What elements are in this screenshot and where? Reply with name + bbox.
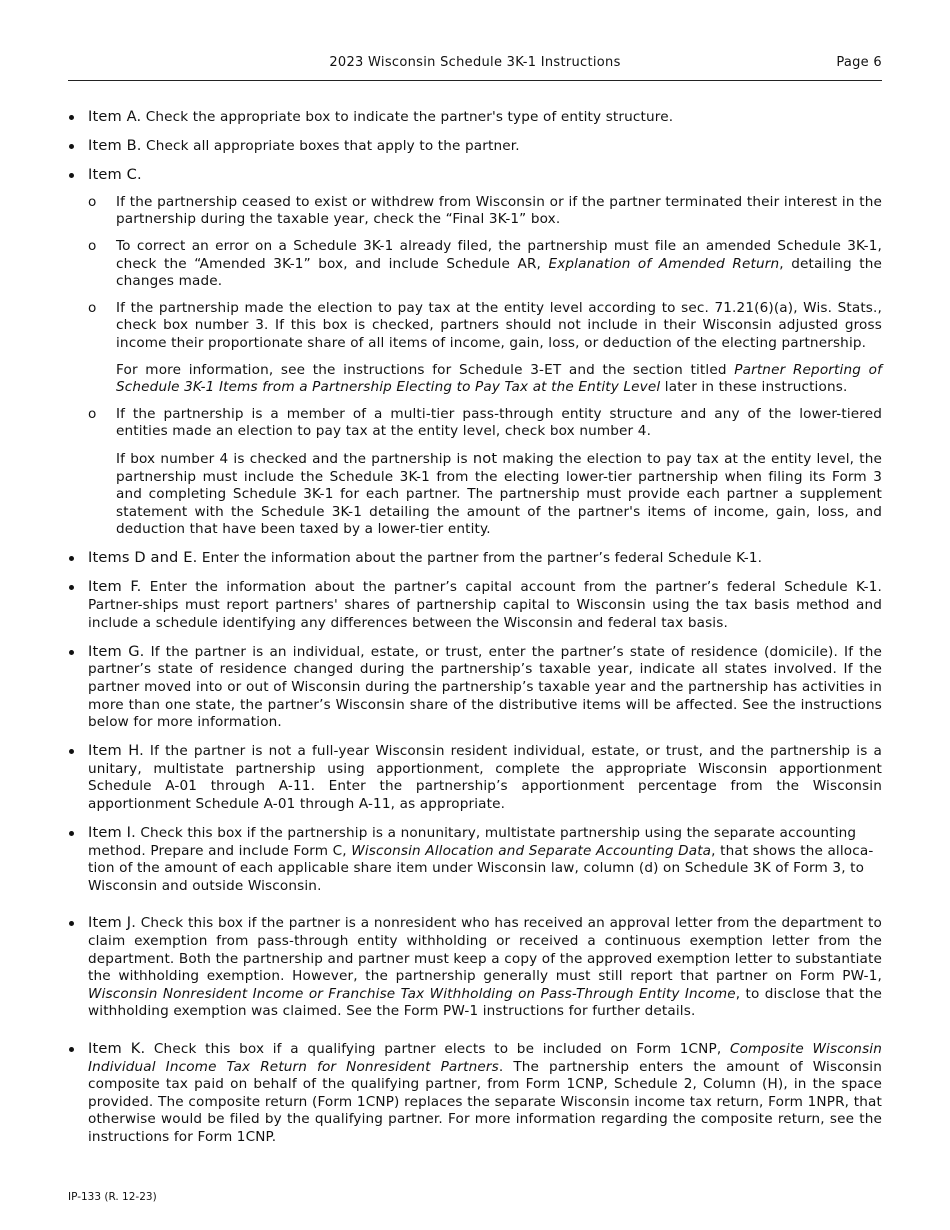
- item-i-text: Check this box if the partnership is a nonunitary, multistate partnership using the separate accounting method. Prepare and include Form C,: [88, 825, 857, 859]
- item-j-label: Item J.: [88, 914, 137, 932]
- item-c-amended-text: To correct an error on a Schedule 3K-1 already filed, the partnership must file an amended Schedule 3K-1, check the “Amended 3K-1” box, and include Schedule AR,: [116, 237, 882, 272]
- items-d-e-label: Items D and E.: [88, 549, 198, 567]
- form-c-title: Wisconsin Allocation and Separate Accounting Data: [351, 842, 712, 859]
- item-k-text: Check this box if a qualifying partner elects to be included on Form 1CNP,: [153, 1041, 722, 1058]
- item-list: [68, 108, 882, 1147]
- item-g-label: Item G.: [88, 642, 145, 660]
- item-c-amended-text-end: , detailing the changes made.: [116, 255, 882, 290]
- form-pw1-title: Wisconsin Nonresident Income or Franchise Tax Withholding on Pass-Through Entity Income: [88, 985, 736, 1002]
- item-b-text: Check all appropriate boxes that apply to the partner.: [146, 138, 520, 155]
- item-c-final-text: If the partnership ceased to exist or withdrew from Wisconsin or if the partner terminated their interest in the partnership during the taxable year, check the “Final 3K-1” box.: [116, 193, 882, 228]
- item-c-final: [88, 194, 882, 229]
- items-d-e: [68, 549, 882, 568]
- item-k-text-end: . The partnership enters the amount of Wisconsin composite tax paid on behalf of the qualifying partner, from Form 1CNP, Schedule 2, Column (H), in the space provided. The composite return (Form 1CNP) replaces the separate Wisconsin income tax return, Form 1NPR, that otherwise would be filed by the qualifying partner. For more information regarding the composite return, see the instructions for Form 1CNP.: [88, 1058, 883, 1145]
- form-id: IP-133 (R. 12-23): [68, 1191, 157, 1203]
- item-c-amended: [88, 238, 882, 291]
- item-c-box4: [88, 406, 882, 539]
- document-title: 2023 Wisconsin Schedule 3K-1 Instructions: [329, 55, 621, 70]
- item-f-label: Item F.: [88, 578, 142, 596]
- item-h-text: If the partner is not a full-year Wisconsin resident individual, estate, or trust, and the partnership is a unitary, multistate partnership using apportionment, complete the appropriate Wisconsin apportionment Schedule A-01 through A-11. Enter the partnership’s apportionment percentage from the Wisconsin apportionment Schedule A-01 through A-11, as appropriate.: [88, 743, 882, 812]
- schedule-ar-title: Explanation of Amended Return: [548, 255, 780, 272]
- item-j-text-end: , to disclose that the withholding exemption was claimed. See the Form PW-1 instructions for further details.: [88, 985, 883, 1020]
- page-number: Page 6: [836, 55, 882, 70]
- item-k: [68, 1040, 882, 1147]
- item-c-box4-more: [116, 450, 882, 539]
- item-i-text-end: , that shows the alloca-tion of the amount of each applicable share item under Wisconsin law, column (d) on Schedule 3K of Form 3, to Wisconsin and outside Wisconsin.: [88, 842, 874, 894]
- item-i: [68, 824, 882, 895]
- item-c-sublist: [88, 194, 882, 539]
- instructions-body: [68, 108, 882, 1157]
- item-c-label: Item C.: [88, 166, 142, 184]
- item-b: [68, 137, 882, 156]
- item-a-text: Check the appropriate box to indicate the partner's type of entity structure.: [145, 109, 674, 125]
- item-c-box4-more-end: making the election to pay tax at the entity level, the partnership must include the Schedule 3K-1 from the electing lower-tier partnership when filing its Form 3 and completing Schedule 3K-1 for each partner. The partnership must provide each partner a supplement statement with the Schedule 3K-1 detailing the amount of the partner's items of income, gain, loss, and deduction that have been taxed by a lower-tier entity.: [116, 450, 882, 538]
- item-c: [68, 166, 882, 539]
- page-header: [68, 52, 882, 81]
- item-f-text: Enter the information about the partner’s capital account from the partner’s federal Schedule K-1. Partner-ships must report partners' shares of partnership capital to Wisconsin using the tax basis method and include a schedule identifying any differences between the Wisconsin and federal tax basis.: [88, 579, 882, 631]
- form-1cnp-title: Composite Wisconsin Individual Income Tax Return for Nonresident Partners: [88, 1041, 882, 1075]
- item-c-box4-more-text: If box number 4 is checked and the partnership is: [116, 450, 468, 467]
- item-h-label: Item H.: [88, 742, 144, 760]
- item-c-box3-more: [116, 362, 882, 397]
- item-c-box3-more-text: For more information, see the instructions for Schedule 3-ET and the section titled: [116, 361, 727, 378]
- item-c-box3: [88, 300, 882, 397]
- item-g: [68, 643, 882, 732]
- item-i-label: Item I.: [88, 824, 136, 842]
- item-a: [68, 108, 882, 127]
- item-g-text: If the partner is an individual, estate, or trust, enter the partner’s state of residence (domicile). If the partner’s state of residence changed during the partnership’s taxable year, indicate all states involved. If the partner moved into or out of Wisconsin during the partnership’s taxable year and the partnership has activities in more than one state, the partner’s Wisconsin share of the distributive items will be affected. See the instructions below for more information.: [88, 643, 882, 731]
- section-title-reference: Partner Reporting of Schedule 3K-1 Items from a Partnership Electing to Pay Tax at the Entity Level: [116, 361, 883, 396]
- item-c-box4-text: If the partnership is a member of a multi-tier pass-through entity structure and any of the lower-tiered entities made an election to pay tax at the entity level, check box number 4.: [116, 405, 882, 440]
- item-j-text: Check this box if the partner is a nonresident who has received an approval letter from the department to claim exemption from pass-through entity withholding or received a continuous exemption letter from the department. Both the partnership and partner must keep a copy of the approved exemption letter to substantiate the withholding exemption. However, the partnership generally must still report that partner on Form PW-1,: [88, 915, 882, 985]
- item-c-box3-text: If the partnership made the election to pay tax at the entity level according to sec. 71.21(6)(a), Wis. Stats., check box number 3. If this box is checked, partners should not include in their Wisconsin adjusted gross income their proportionate share of all items of income, gain, loss, or deduction of the electing partnership.: [116, 299, 882, 351]
- item-h: [68, 742, 882, 813]
- item-f: [68, 578, 882, 632]
- emphasis-not: not: [472, 449, 498, 467]
- item-j: [68, 914, 882, 1021]
- item-c-box3-more-end: later in these instructions.: [664, 379, 848, 396]
- item-b-label: Item B.: [88, 137, 142, 155]
- item-k-label: Item K.: [88, 1040, 146, 1058]
- item-a-label: Item A.: [88, 108, 142, 125]
- items-d-e-text: Enter the information about the partner from the partner’s federal Schedule K-1.: [201, 550, 763, 567]
